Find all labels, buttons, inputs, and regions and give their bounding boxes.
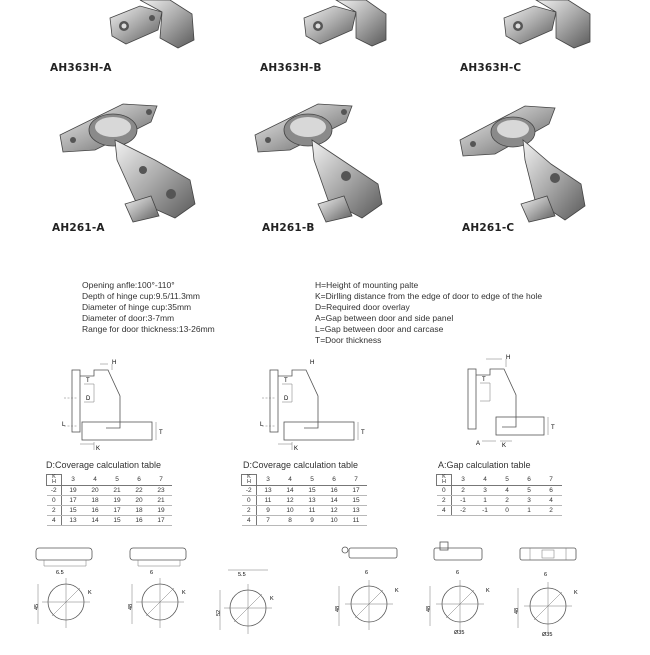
legend-d: D=Required door overlay: [315, 302, 410, 312]
hinge-photo-ah261-c: [455, 100, 605, 225]
spec-cup-depth: Depth of hinge cup:9.5/11.3mm: [82, 291, 200, 301]
hinge-ah363h-b-image: [300, 0, 390, 52]
dim-label-t-top-2: T: [284, 378, 288, 384]
plate-4-top-dim: 6: [365, 570, 369, 576]
plate-1-top-dim: 6.5: [56, 570, 64, 576]
model-label-ah261-c: AH261-C: [462, 222, 515, 234]
model-label-ah363h-a: AH363H-A: [50, 62, 112, 74]
table-row: 4 13 14 15 16 17: [47, 516, 173, 526]
col-header: 7: [345, 475, 367, 486]
table-corner: K H: [47, 475, 62, 486]
legend-h: H=Height of mounting palte: [315, 280, 419, 290]
hinge-photo-ah363h-b: [300, 0, 390, 52]
plate-6-top-dim: 6: [544, 572, 548, 578]
col-header: 7: [150, 475, 172, 486]
dim-label-k-2: K: [294, 446, 299, 452]
col-header: 6: [323, 475, 345, 486]
plate-6-k: K: [574, 590, 578, 596]
table-row: 2 15 16 17 18 19: [47, 506, 173, 516]
plate-5-cup-mark: Ø35: [454, 630, 465, 636]
plate-1-k: K: [88, 590, 92, 596]
spec-door-thickness-range: Range for door thickness:13-26mm: [82, 324, 215, 334]
plate-drawings-right: [325, 540, 625, 650]
col-header: 6: [518, 475, 540, 486]
coverage-table-1: [46, 474, 172, 526]
dim-label-d: D: [86, 396, 91, 402]
dim-label-t-top: T: [86, 378, 90, 384]
hinge-ah363h-c-image: [500, 0, 595, 52]
table-row: 0 2 3 4 5 6: [437, 486, 563, 496]
legend-k: K=Dirlling distance from the edge of door to edge of the hole: [315, 291, 543, 301]
dim-label-h-3: H: [506, 355, 511, 361]
dim-label-t-2: T: [361, 430, 365, 436]
plate-drawing-4: [335, 547, 399, 630]
table-title-coverage-2: D:Coverage calculation table: [243, 460, 359, 470]
hinge-ah261-c-image: [455, 100, 605, 225]
table-row: 0 17 18 19 20 21: [47, 496, 173, 506]
hinge-photo-ah261-a: [55, 100, 205, 225]
col-header: 5: [301, 475, 323, 486]
plate-2-k: K: [182, 590, 186, 596]
hinge-ah261-b-image: [250, 100, 400, 225]
plate-6-cup-mark: Ø35: [542, 632, 553, 638]
dim-label-h-2: H: [310, 360, 315, 366]
plate-4-k: K: [395, 588, 399, 594]
col-header: 5: [496, 475, 518, 486]
table-row: 2 -1 1 2 3 4: [437, 496, 563, 506]
dim-label-l: L: [62, 422, 66, 428]
plate-5-k: K: [486, 588, 490, 594]
hinge-ah261-a-image: [55, 100, 205, 225]
legend-l: L=Gap between door and carcase: [315, 324, 444, 334]
table-corner: K H: [242, 475, 257, 486]
table-row: 4 -2 -1 0 1 2: [437, 506, 563, 516]
plate-drawings-left: [30, 542, 300, 650]
table-title-coverage-1: D:Coverage calculation table: [46, 460, 162, 470]
plate-5-side-dim: 48: [426, 605, 432, 612]
spec-door-diameter: Diameter of door:3-7mm: [82, 313, 175, 323]
table-row: 0 11 12 13 14 15: [242, 496, 368, 506]
hinge-ah363h-a-image: [100, 0, 200, 52]
hinge-photo-ah261-b: [250, 100, 400, 225]
dim-label-l-2: L: [260, 422, 264, 428]
model-label-ah261-b: AH261-B: [262, 222, 315, 234]
plate-drawings-left-svg: [30, 542, 300, 650]
plate-drawings-right-svg: [325, 540, 625, 650]
plate-3-top-dim: 5.5: [238, 572, 246, 578]
plate-1-side-dim: 45: [34, 603, 40, 610]
model-label-ah363h-b: AH363H-B: [260, 62, 322, 74]
table-row: 4 7 8 9 10 11: [242, 516, 368, 526]
col-header: 5: [106, 475, 128, 486]
dim-label-t: T: [159, 430, 163, 436]
section-diagram-2-drawing: [258, 362, 368, 454]
col-header: 3: [257, 475, 280, 486]
col-header: 3: [62, 475, 85, 486]
plate-3-k: K: [270, 596, 274, 602]
section-diagram-3-drawing: [456, 355, 566, 453]
dim-label-t-top-3: T: [482, 377, 486, 383]
model-label-ah261-a: AH261-A: [52, 222, 105, 234]
legend-a: A=Gap between door and side panel: [315, 313, 454, 323]
col-header: 4: [474, 475, 496, 486]
col-header: 6: [128, 475, 150, 486]
plate-3-side-dim: 52: [216, 609, 222, 616]
section-diagram-inset: [456, 355, 566, 453]
section-diagram-half-overlay: [258, 362, 368, 454]
gap-table: [436, 474, 562, 516]
dim-label-d-2: D: [284, 396, 289, 402]
section-diagram-1-drawing: [60, 362, 170, 454]
model-label-ah363h-c: AH363H-C: [460, 62, 522, 74]
spec-list-left: [82, 280, 215, 335]
spec-cup-diameter: Diameter of hinge cup:35mm: [82, 302, 192, 312]
dim-label-k: K: [96, 446, 101, 452]
plate-drawing-5: [426, 542, 490, 636]
col-header: 4: [84, 475, 106, 486]
dim-label-t-3: T: [551, 425, 555, 431]
hinge-photo-ah363h-c: [500, 0, 595, 52]
table-row: -2 13 14 15 16 17: [242, 486, 368, 496]
col-header: 3: [452, 475, 475, 486]
dim-label-h: H: [112, 360, 117, 366]
dim-label-a-3: A: [476, 441, 481, 447]
plate-drawing-6: [514, 548, 578, 638]
legend-t: T=Door thickness: [315, 335, 382, 345]
plate-drawing-3: [216, 570, 274, 634]
hinge-photo-ah363h-a: [100, 0, 200, 52]
plate-5-top-dim: 6: [456, 570, 460, 576]
table-row: 2 9 10 11 12 13: [242, 506, 368, 516]
plate-drawing-2: [128, 548, 186, 628]
spec-opening-angle: Opening anfle:100°-110°: [82, 280, 175, 290]
plate-2-side-dim: 48: [128, 603, 134, 610]
plate-2-top-dim: 6: [150, 570, 154, 576]
coverage-table-2: [241, 474, 367, 526]
table-row: -2 19 20 21 22 23: [47, 486, 173, 496]
plate-4-side-dim: 48: [335, 605, 341, 612]
plate-drawing-1: [34, 548, 92, 628]
table-corner: K H: [437, 475, 452, 486]
section-diagram-full-overlay: [60, 362, 170, 454]
dim-label-k-3: K: [502, 443, 507, 449]
col-header: 4: [279, 475, 301, 486]
table-title-gap: A:Gap calculation table: [438, 460, 531, 470]
col-header: 7: [540, 475, 562, 486]
plate-6-side-dim: 48: [514, 607, 520, 614]
spec-list-right: [315, 280, 542, 346]
